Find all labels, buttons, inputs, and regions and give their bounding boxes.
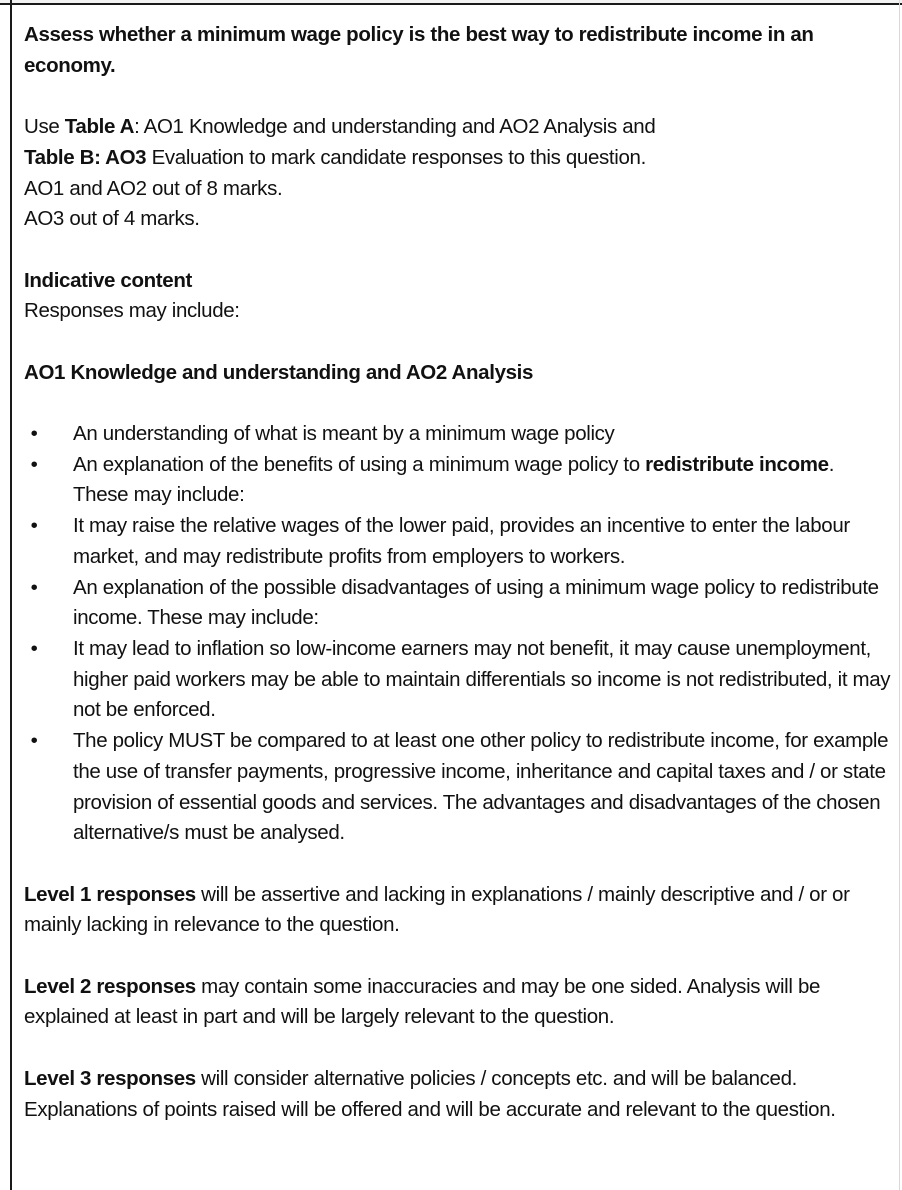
level-label: Level 2 responses [24,974,196,998]
spacer [24,81,892,112]
level-text: may contain some inaccuracies and may be one sided. Analysis will be explained at least in part and will be largely relevant to the question. [24,974,821,1029]
level-label: Level 3 responses [24,1066,196,1090]
table-a-text: : AO1 Knowledge and understanding and AO2 Analysis and [134,115,656,139]
point-text: . These may include: [73,452,835,507]
ao-section-heading: AO1 Knowledge and understanding and AO2 Analysis [24,360,534,384]
point-text: The policy MUST be compared to at least one other policy to redistribute income, for example the use of transfer payments, progressive income, inheritance and capital taxes and / or state provision of essential goods and services. The advantages and disadvantages of the chosen alternative/s must be analysed. [73,729,889,845]
bullet-icon: • [30,452,38,476]
level-2-descriptor [24,972,892,1033]
list-item [24,419,892,450]
point-text: It may lead to inflation so low-income earners may not benefit, it may cause unemployment, higher paid workers may be able to maintain differentials so income is not redistributed, it may not be enforced. [73,637,891,722]
ao3-marks: AO3 out of 4 marks. [24,207,200,231]
list-item [24,573,892,634]
table-top-border [0,3,902,5]
spacer [24,235,892,266]
instruction-use: Use [24,115,65,139]
indicative-content-heading: Indicative content [24,268,192,292]
indicative-points-list [24,419,892,849]
point-text: An explanation of the benefits of using a minimum wage policy to [73,452,646,476]
spacer [24,327,892,358]
point-text: An explanation of the possible disadvantages of using a minimum wage policy to redistribute income. These may include: [73,575,879,630]
list-item [24,450,892,511]
bullet-icon: • [30,729,38,753]
indicative-content-intro: Responses may include: [24,299,240,323]
level-text: will be assertive and lacking in explanations / mainly descriptive and / or or mainly lacking in relevance to the question. [24,882,850,937]
spacer [24,849,892,880]
table-b-label: Table B: AO3 [24,145,147,169]
point-text: It may raise the relative wages of the lower paid, provides an incentive to enter the labour market, and may redistribute profits from employers to workers. [73,514,850,568]
question-title: Assess whether a minimum wage policy is the best way to redistribute income in an economy. [24,23,814,77]
point-text: An understanding of what is meant by a minimum wage policy [73,422,615,446]
marking-instructions [24,112,892,235]
table-right-border [899,0,900,1190]
list-item [24,634,892,726]
bullet-icon: • [30,514,38,538]
spacer [24,388,892,419]
level-3-descriptor [24,1064,892,1125]
bullet-icon: • [30,575,38,599]
bullet-icon: • [30,422,38,446]
spacer [24,1033,892,1064]
ao1-ao2-marks: AO1 and AO2 out of 8 marks. [24,176,283,200]
level-1-descriptor [24,880,892,941]
spacer [24,941,892,972]
bullet-icon: • [30,637,38,660]
table-a-label: Table A [64,115,135,139]
list-item [24,511,892,572]
list-item [24,726,892,849]
table-left-border [10,0,12,1190]
point-text-bold: redistribute income [645,452,829,476]
level-text: will consider alternative policies / concepts etc. and will be balanced. Explanations of points raised will be offered and will be accurate and relevant to the question. [24,1066,836,1121]
table-b-text: Evaluation to mark candidate responses to this question. [146,145,646,169]
level-label: Level 1 responses [24,882,196,906]
mark-scheme-cell [24,20,892,1125]
